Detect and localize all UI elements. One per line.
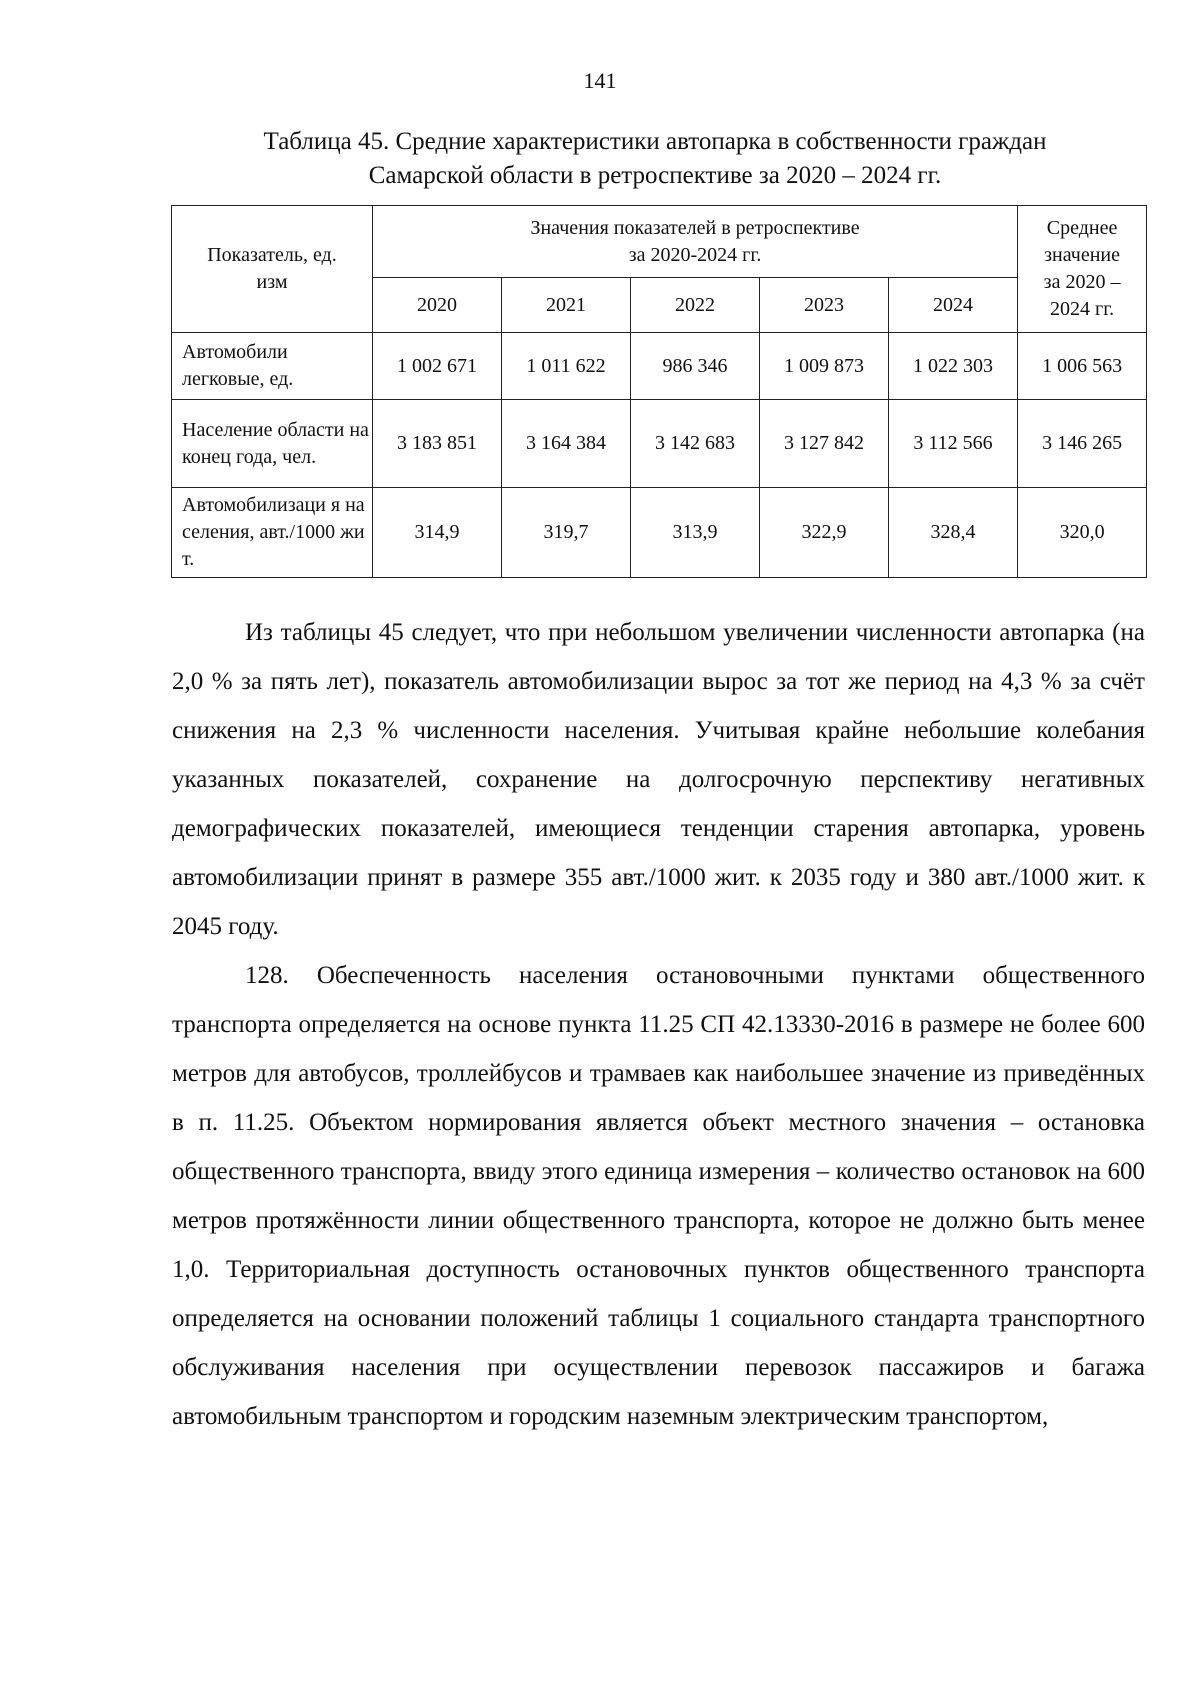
header-average bbox=[1018, 206, 1147, 333]
paragraph: 128. Обеспеченность населения остановочными пунктами общественного транспорта определяется на основе пункта 11.25 СП 42.13330-2016 в размере не более 600 метров для автобусов, троллейбусов и трамваев как наибольшее значение из приведённых в п. 11.25. Объектом нормирования является объект местного значения – остановка общественного транспорта, ввиду этого единица измерения – количество остановок на 600 метров протяжённости линии общественного транспорта, которое не должно быть менее 1,0. Территориальная доступность остановочных пунктов общественного транспорта определяется на основании положений таблицы 1 социального стандарта транспортного обслуживания населения при осуществлении перевозок пассажиров и багажа автомобильным транспортом и городским наземным электрическим транспортом, bbox=[172, 962, 1145, 1430]
caption-line-2: Самарской области в ретроспективе за 2020 – 2024 гг. bbox=[368, 162, 942, 189]
header-average-line-2: за 2020 – 2024 гг. bbox=[1043, 271, 1121, 320]
row-label: Автомобилизаци я населения, авт./1000 жит. bbox=[172, 488, 373, 578]
header-year: 2024 bbox=[889, 278, 1018, 333]
paragraph: Из таблицы 45 следует, что при небольшом увеличении численности автопарка (на 2,0 % за пять лет), показатель автомобилизации вырос за тот же период на 4,3 % за счёт снижения на 2,3 % численности населения. Учитывая крайне небольшие колебания указанных показателей, сохранение на долгосрочную перспективу негативных демографических показателей, имеющиеся тенденции старения автопарка, уровень автомобилизации принят в размере 355 авт./1000 жит. к 2035 году и 380 авт./1000 жит. к 2045 году. bbox=[172, 619, 1145, 940]
cell-value: 3 164 384 bbox=[502, 400, 631, 488]
cell-value: 3 142 683 bbox=[631, 400, 760, 488]
caption-line-1: Таблица 45. Средние характеристики автопарка в собственности граждан bbox=[263, 128, 1047, 155]
cell-value: 313,9 bbox=[631, 488, 760, 578]
table-row bbox=[172, 488, 1147, 578]
header-year: 2020 bbox=[373, 278, 502, 333]
cell-value: 328,4 bbox=[889, 488, 1018, 578]
cell-value: 3 183 851 bbox=[373, 400, 502, 488]
header-year: 2021 bbox=[502, 278, 631, 333]
body-text bbox=[172, 608, 1145, 1441]
cell-value: 1 002 671 bbox=[373, 333, 502, 400]
header-year: 2022 bbox=[631, 278, 760, 333]
cell-average: 320,0 bbox=[1018, 488, 1147, 578]
header-group-line-1: Значения показателей в ретроспективе bbox=[530, 216, 860, 239]
header-average-line-1: Среднее значение bbox=[1044, 217, 1121, 266]
header-group-line-2: за 2020-2024 гг. bbox=[628, 243, 762, 266]
cell-value: 319,7 bbox=[502, 488, 631, 578]
row-label: Население области на конец года, чел. bbox=[172, 400, 373, 488]
cell-value: 3 112 566 bbox=[889, 400, 1018, 488]
cell-value: 1 009 873 bbox=[760, 333, 889, 400]
cell-value: 1 011 622 bbox=[502, 333, 631, 400]
cell-value: 322,9 bbox=[760, 488, 889, 578]
table-row bbox=[172, 400, 1147, 488]
cell-value: 1 022 303 bbox=[889, 333, 1018, 400]
cell-value: 986 346 bbox=[631, 333, 760, 400]
table-caption bbox=[175, 125, 1135, 193]
cell-average: 3 146 265 bbox=[1018, 400, 1147, 488]
table-row bbox=[172, 333, 1147, 400]
cell-value: 3 127 842 bbox=[760, 400, 889, 488]
header-indicator: Показатель, ед. изм bbox=[172, 206, 373, 333]
header-year: 2023 bbox=[760, 278, 889, 333]
cell-value: 314,9 bbox=[373, 488, 502, 578]
header-values-group bbox=[373, 206, 1018, 278]
row-label: Автомобили легковые, ед. bbox=[172, 333, 373, 400]
vehicle-stats-table bbox=[171, 205, 1147, 578]
page-number: 141 bbox=[583, 68, 617, 93]
cell-average: 1 006 563 bbox=[1018, 333, 1147, 400]
